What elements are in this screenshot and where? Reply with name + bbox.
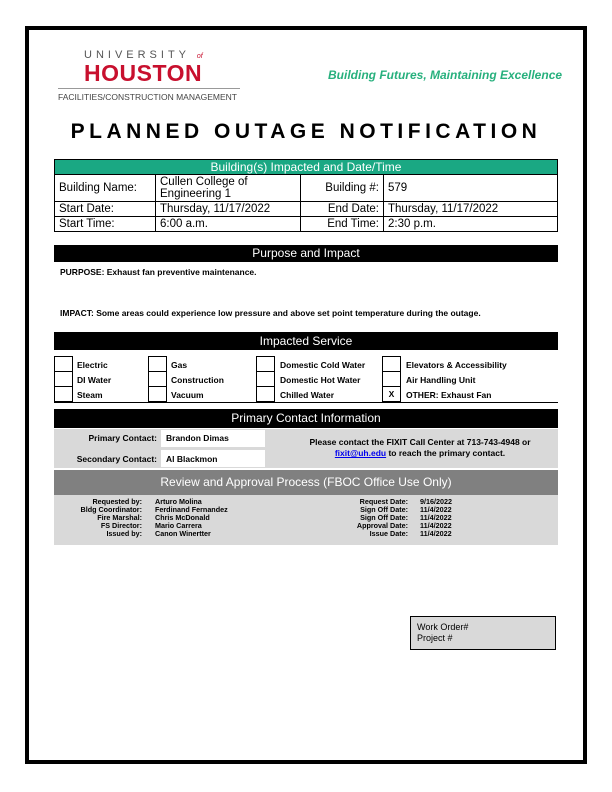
building-number-value: 579	[384, 175, 558, 202]
service-checkbox[interactable]	[54, 386, 73, 402]
end-time-label: End Time:	[301, 217, 384, 232]
building-info-table	[54, 159, 558, 232]
fixit-email-link[interactable]: fixit@uh.edu	[334, 448, 387, 458]
service-checkbox[interactable]	[148, 386, 167, 402]
service-checkbox[interactable]	[256, 371, 275, 387]
work-order-label: Work Order#	[417, 622, 469, 632]
secondary-contact-field	[161, 450, 265, 467]
building-section-heading: Building(s) Impacted and Date/Time	[55, 160, 558, 175]
service-checkbox-checked[interactable]: X	[382, 386, 401, 402]
end-date-value: Thursday, 11/17/2022	[384, 202, 558, 217]
service-label: Domestic Cold Water	[280, 360, 366, 370]
secondary-contact-label: Secondary Contact:	[76, 454, 157, 464]
logo-university-text: UNIVERSITY of	[84, 49, 203, 61]
logo-houston-text: HOUSTON	[84, 60, 203, 86]
review-panel	[54, 495, 558, 545]
service-label: DI Water	[77, 375, 112, 385]
contact-panel	[54, 429, 558, 468]
service-label: Elevators & Accessibility	[406, 360, 507, 370]
logo-divider	[58, 88, 240, 89]
service-label: Vacuum	[171, 390, 204, 400]
service-checkbox[interactable]	[256, 356, 275, 372]
review-section-heading: Review and Approval Process (FBOC Office Use Only)	[54, 470, 558, 495]
service-label: Construction	[171, 375, 224, 385]
building-name-label: Building Name:	[55, 175, 156, 202]
review-left-values: Arturo Molina Ferdinand Fernandez Chris McDonald Mario Carrera Canon Winertter	[155, 497, 228, 538]
fixit-note: Please contact the FIXIT Call Center at 713-743-4948 or fixit@uh.edu to reach the primary contact.	[309, 437, 531, 458]
project-number-label: Project #	[417, 633, 453, 643]
service-checkbox[interactable]	[382, 371, 401, 387]
primary-contact-label: Primary Contact:	[88, 433, 157, 443]
building-number-label: Building #:	[301, 175, 384, 202]
end-time-value: 2:30 p.m.	[384, 217, 558, 232]
service-bottom-rule	[54, 402, 558, 403]
tagline: Building Futures, Maintaining Excellence	[328, 68, 563, 82]
service-label: Domestic Hot Water	[280, 375, 361, 385]
purpose-section-heading: Purpose and Impact	[54, 245, 558, 262]
service-label: Electric	[77, 360, 108, 370]
department-name: FACILITIES/CONSTRUCTION MANAGEMENT	[58, 92, 237, 102]
service-checkbox[interactable]	[382, 356, 401, 372]
review-right-values: 9/16/2022 11/4/2022 11/4/2022 11/4/2022 11/4/2022	[420, 497, 452, 538]
start-date-value: Thursday, 11/17/2022	[156, 202, 301, 217]
start-time-label: Start Time:	[55, 217, 156, 232]
service-label: OTHER: Exhaust Fan	[406, 390, 492, 400]
service-label: Chilled Water	[280, 390, 334, 400]
page-title: PLANNED OUTAGE NOTIFICATION	[70, 120, 542, 143]
service-checkbox[interactable]	[256, 386, 275, 402]
primary-contact-field	[161, 430, 265, 447]
service-checkbox[interactable]	[148, 371, 167, 387]
review-right-labels: Request Date: Sign Off Date: Sign Off Date: Approval Date: Issue Date:	[356, 497, 408, 538]
start-time-value: 6:00 a.m.	[156, 217, 301, 232]
review-left-labels: Requested by: Bldg Coordinator: Fire Marshal: FS Director: Issued by:	[80, 497, 142, 538]
service-label: Air Handling Unit	[406, 375, 476, 385]
service-checkbox[interactable]	[54, 356, 73, 372]
building-name-value: Cullen College of Engineering 1	[156, 175, 301, 202]
impact-text: IMPACT: Some areas could experience low pressure and above set point temperature during the outage.	[60, 308, 481, 318]
secondary-contact-name: Al Blackmon	[166, 454, 218, 464]
service-label: Gas	[171, 360, 188, 370]
service-checkbox[interactable]	[54, 371, 73, 387]
service-label: Steam	[77, 390, 103, 400]
work-order-box	[410, 616, 556, 650]
purpose-text: PURPOSE: Exhaust fan preventive maintenance.	[60, 267, 257, 277]
start-date-label: Start Date:	[55, 202, 156, 217]
service-section-heading: Impacted Service	[54, 332, 558, 350]
end-date-label: End Date:	[301, 202, 384, 217]
service-checkbox[interactable]	[148, 356, 167, 372]
primary-contact-name: Brandon Dimas	[166, 433, 229, 443]
contact-section-heading: Primary Contact Information	[54, 409, 558, 428]
